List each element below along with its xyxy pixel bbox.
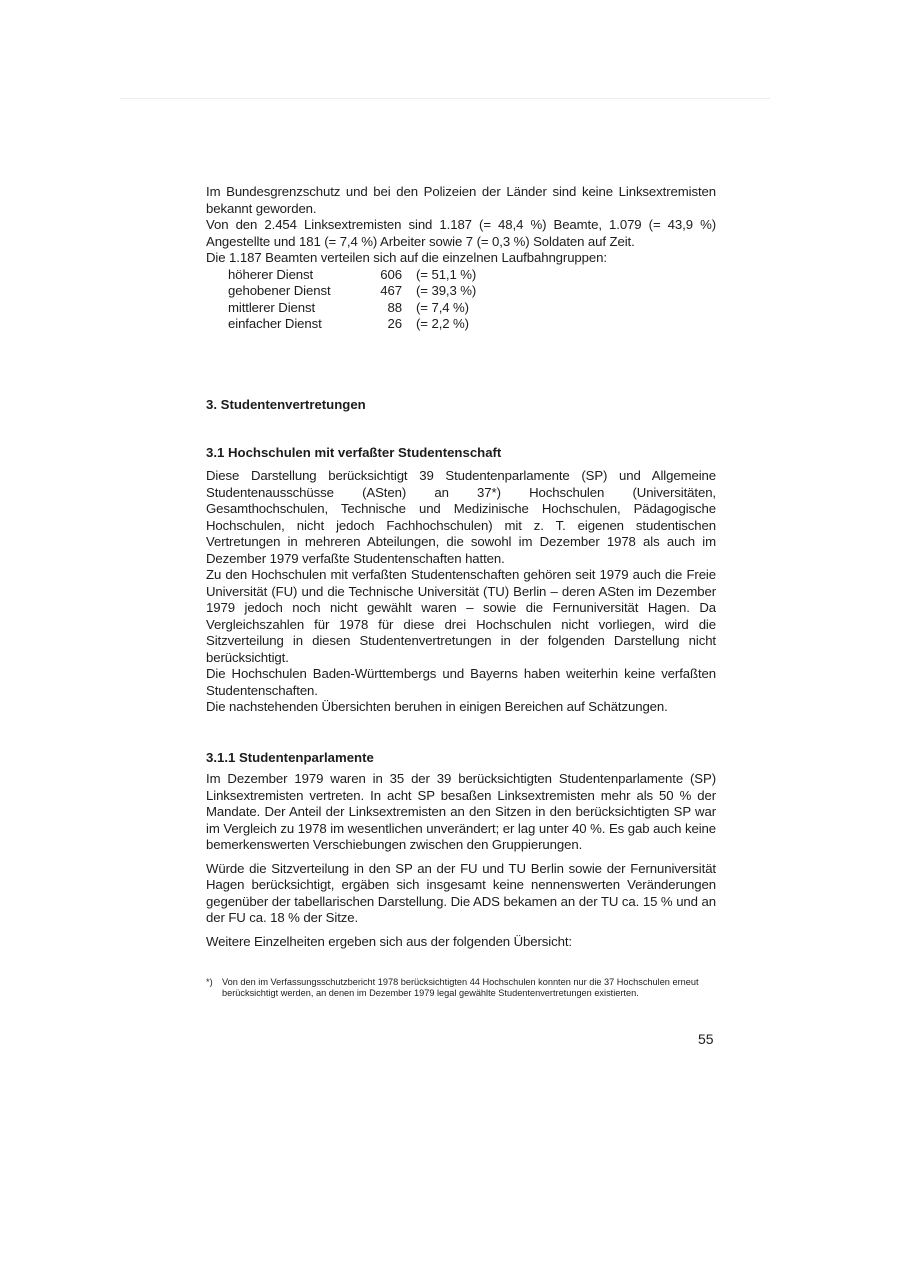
table-row — [228, 267, 716, 284]
paragraph-employment-split: Von den 2.454 Linksextremisten sind 1.187 (= 48,4 %) Beamte, 1.079 (= 43,9 %) Angestellte und 181 (= 7,4 %) Arbeiter sowie 7 (= 0,3 %) Soldaten auf Zeit. — [206, 217, 716, 249]
group-label: einfacher Dienst — [228, 316, 322, 331]
career-groups-table — [228, 267, 716, 333]
group-count: 606 — [380, 266, 402, 282]
paragraph-parliament-results: Im Dezember 1979 waren in 35 der 39 berücksichtigten Studentenparlamente (SP) Linksextremisten vertreten. In acht SP besaßen Linksextremisten mehr als 50 % der Mandate. Der Anteil der Linksextremisten an den Sitzen in den berücksichtigten SP war im Vergleich zu 1978 im wesentlichen unverändert; er lag unter 40 %. Es gab auch keine bemerkenswerten Verschiebungen zwischen den Gruppierungen. — [206, 771, 716, 852]
paragraph-bw-bavaria: Die Hochschulen Baden-Württembergs und Bayerns haben weiterhin keine verfaßten Studentenschaften. — [206, 666, 716, 698]
footnote-text: Von den im Verfassungsschutzbericht 1978 berücksichtigten 44 Hochschulen konnten nur die 37 Hochschulen erneut berücksichtigt werden, an denen im Dezember 1979 legal gewählte Studentenvertretungen existierten. — [222, 977, 699, 998]
group-count: 467 — [380, 283, 402, 298]
section-heading-3-1-1: 3.1.1 Studentenparlamente — [206, 750, 374, 765]
table-row — [228, 283, 716, 300]
group-label: höherer Dienst — [228, 266, 314, 282]
section-3-1-body — [206, 468, 716, 716]
paragraph-career-groups-intro: Die 1.187 Beamten verteilen sich auf die einzelnen Laufbahngruppen: — [206, 250, 607, 265]
paragraph-scope: Diese Darstellung berücksichtigt 39 Studentenparlamente (SP) und Allgemeine Studentenausschüsse (ASten) an 37*) Hochschulen (Universitäten, Gesamthochschulen, Technische und Medizinische Hochschulen, Pädagogische Hochschulen, nicht jedoch Fachhochschulen) mit z. T. eigenen studentischen Vertretungen in mehreren Abteilungen, die sowohl im Dezember 1978 als auch im Dezember 1979 verfaßte Studentenschaften hatten. — [206, 468, 716, 566]
paragraph-estimates: Die nachstehenden Übersichten beruhen in einigen Bereichen auf Schätzungen. — [206, 699, 668, 714]
page-number: 55 — [698, 1031, 714, 1047]
group-count: 88 — [387, 299, 402, 315]
paragraph-overview-intro: Weitere Einzelheiten ergeben sich aus der folgenden Übersicht: — [206, 933, 572, 949]
intro-block — [206, 184, 716, 333]
section-3-1-1-body — [206, 771, 716, 950]
group-percent: (= 7,4 %) — [416, 299, 469, 315]
group-label: gehobener Dienst — [228, 283, 331, 298]
paragraph-berlin-hagen: Zu den Hochschulen mit verfaßten Studentenschaften gehören seit 1979 auch die Freie Universität (FU) und die Technische Universität (TU) Berlin – deren ASten im Dezember 1979 jedoch noch nicht gewählt waren – sowie die Fernuniversität Hagen. Da Vergleichszahlen für 1978 für diese drei Hochschulen nicht vorliegen, wird die Sitzverteilung in diesen Studentenvertretungen in der folgenden Darstellung nicht berücksichtigt. — [206, 567, 716, 665]
table-row — [228, 300, 716, 317]
table-row — [228, 316, 716, 333]
scan-edge-line — [120, 98, 770, 99]
paragraph-seat-distribution: Würde die Sitzverteilung in den SP an der FU und TU Berlin sowie der Fernuniversität Hagen berücksichtigt, ergäben sich insgesamt keine nennenswerten Veränderungen gegenüber der tabellarischen Darstellung. Die ADS bekamen an der TU ca. 15 % und an der FU ca. 18 % der Sitze. — [206, 860, 716, 925]
group-percent: (= 39,3 %) — [416, 283, 477, 298]
group-label: mittlerer Dienst — [228, 299, 316, 315]
section-heading-3-1: 3.1 Hochschulen mit verfaßter Studentenschaft — [206, 445, 502, 460]
footnote-marker: *) — [206, 977, 213, 987]
group-percent: (= 51,1 %) — [416, 266, 477, 282]
paragraph-border-police: Im Bundesgrenzschutz und bei den Polizeien der Länder sind keine Linksextremisten bekannt geworden. — [206, 184, 716, 216]
section-heading-3: 3. Studentenvertretungen — [206, 397, 366, 412]
group-count: 26 — [387, 316, 402, 331]
group-percent: (= 2,2 %) — [416, 316, 469, 331]
footnote — [206, 977, 716, 999]
